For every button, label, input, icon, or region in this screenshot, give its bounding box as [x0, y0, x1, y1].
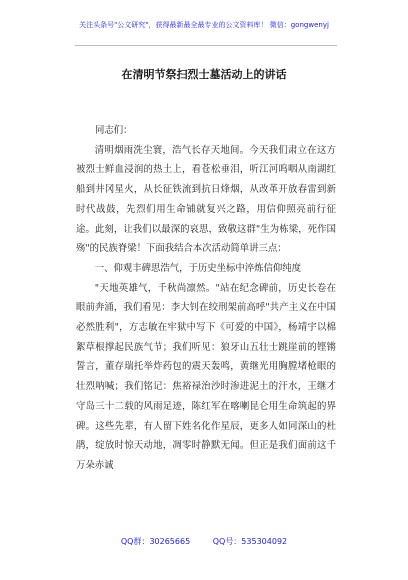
paragraph-section-1: "天地英雄气，千秋尚凛然。"站在纪念碑前，历史长卷在眼前奔涌，我们看见：李大钊在绞刑架前高呼"共产主义在中国必然胜利"，方志敏在牢狱中写下《可爱的中国》，杨靖宇以棉絮草根撑起民族气节；我们听见：狼牙山五壮士跳崖前的铿锵誓言，董存瑞托举炸药包的震天轰鸣，黄继光用胸膛堵枪眼的壮烈呐喊；我们铭记：焦裕禄治沙时渗进泥土的汗水，王继才守岛三十二载的风雨足迹，陈红军在喀喇昆仑用生命筑起的界碑。这些先辈，有人留下姓名化作星辰，更多人如同深山的杜鹃，绽放时惊天动地，凋零时静默无闻。但正是我们面前这千万朵赤诚: [76, 282, 336, 471]
document-title: 在清明节祭扫烈士墓活动上的讲话: [121, 68, 287, 81]
header-note: 关注头条号"公文研究"，获得最新最全最专业的公文资料库！ 微信：gongwenyj: [79, 21, 329, 29]
footer-qq-number: QQ号：535304092: [212, 537, 288, 546]
footer-contact: [0, 536, 408, 547]
section-heading-1: 一、仰观丰碑思浩气，于历史坐标中淬炼信仰纯度: [94, 262, 302, 274]
document-body: [76, 121, 336, 476]
salutation: 同志们：: [95, 125, 133, 136]
footer-qq-group: QQ群：30265665: [120, 537, 191, 546]
header-divider: [75, 45, 337, 46]
paragraph-opening: 清明烟雨洗尘寰，浩气长存天地间。今天我们肃立在这方被烈士鲜血浸润的热土上，看苍松垂泪，听江河呜咽从南湖红船到井冈星火，从长征铁流到抗日烽烟，从改革开放春雷到新时代战鼓，先烈们用生命铺就复兴之路，用信仰照亮前行征途。此刻，让我们以最深的哀思，致敬这群"生为栋梁，死作国殇"的民族脊梁！下面我结合本次活动简单讲三点：: [76, 144, 336, 255]
